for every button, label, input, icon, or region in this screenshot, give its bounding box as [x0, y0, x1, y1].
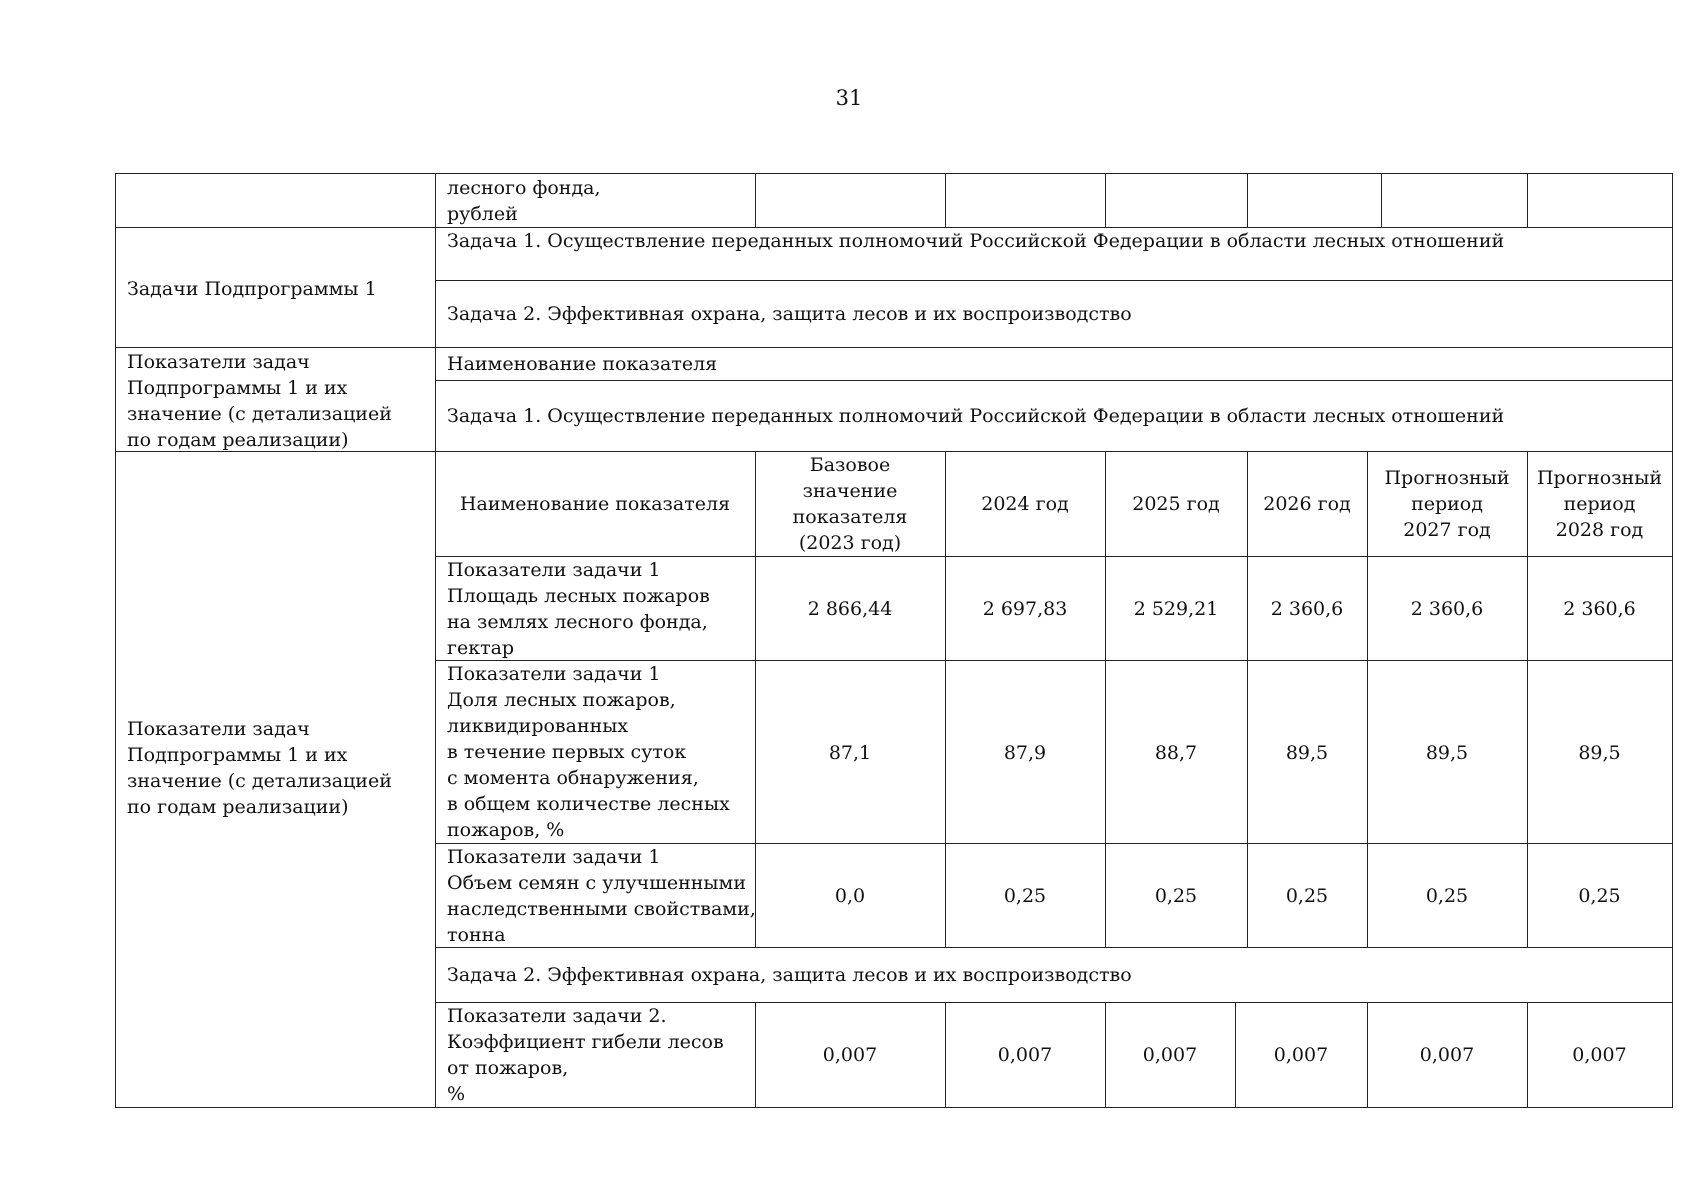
indicators-task2: Задача 2. Эффективная охрана, защита лесов и их воспроизводство [447, 964, 1132, 986]
tasks-label: Задачи Подпрограммы 1 [127, 278, 377, 300]
table-border-right [1672, 173, 1673, 1108]
table-row-3-value: 0,25 [1154, 885, 1198, 907]
tasks-task1: Задача 1. Осуществление переданных полномочий Российской Федерации в области лесных отношений [447, 230, 1505, 252]
table-row-4-value: 0,007 [1419, 1044, 1475, 1066]
table-row-1-value: 2 529,21 [1133, 598, 1219, 620]
table-row-2-value: 88,7 [1154, 742, 1198, 764]
table-row-4-value: 0,007 [1142, 1044, 1198, 1066]
column-header-2024: 2024 год [981, 493, 1069, 515]
tasks-task2: Задача 2. Эффективная охрана, защита лесов и их воспроизводство [447, 303, 1132, 325]
table-row-2-value: 87,1 [828, 742, 872, 764]
table-row-1-value: 2 360,6 [1270, 598, 1344, 620]
table-row-3-value: 0,25 [1285, 885, 1329, 907]
column-header-2026: 2026 год [1263, 493, 1351, 515]
table-row-3-value: 0,25 [1425, 885, 1469, 907]
table-row-2-value: 89,5 [1285, 742, 1329, 764]
table-row-4-value: 0,007 [1273, 1044, 1329, 1066]
table-row-2-value: 89,5 [1578, 742, 1621, 764]
table-row-1-value: 2 360,6 [1563, 598, 1636, 620]
table-row-4-value: 0,007 [997, 1044, 1053, 1066]
column-header-base-2023: Базовое значение показателя (2023 год) [792, 454, 908, 554]
table-border-top [115, 173, 1673, 174]
table-row-4-value: 0,007 [1572, 1044, 1627, 1066]
indicators-name-header: Наименование показателя [447, 353, 718, 375]
column-header-2025: 2025 год [1132, 493, 1220, 515]
table-row-1-value: 2 866,44 [807, 598, 893, 620]
table-row-4-name: Показатели задачи 2. Коэффициент гибели лесов от пожаров, % [447, 1005, 724, 1105]
indicators-header-label: Показатели задач Подпрограммы 1 и их значение (с детализацией по годам реализации) [127, 351, 392, 451]
column-header-name: Наименование показателя [459, 493, 731, 515]
table-row-1-name: Показатели задачи 1 Площадь лесных пожаров на землях лесного фонда, гектар [447, 559, 710, 659]
table-row-3-value: 0,25 [1003, 885, 1047, 907]
table-row-1-value: 2 360,6 [1410, 598, 1484, 620]
top-row-indicator-name: лесного фонда, рублей [447, 177, 601, 225]
column-header-2027: Прогнозный период 2027 год [1384, 467, 1510, 541]
table-row-1-value: 2 697,83 [982, 598, 1068, 620]
table-row-2-value: 87,9 [1003, 742, 1047, 764]
page-number: 31 [835, 86, 863, 110]
table-row-4-value: 0,007 [822, 1044, 878, 1066]
table-row-2-value: 89,5 [1425, 742, 1469, 764]
indicators-label: Показатели задач Подпрограммы 1 и их значение (с детализацией по годам реализации) [127, 718, 392, 818]
column-header-2028: Прогнозный период 2028 год [1536, 467, 1663, 541]
indicators-header-task1: Задача 1. Осуществление переданных полномочий Российской Федерации в области лесных отношений [447, 405, 1505, 427]
table-row-3-name: Показатели задачи 1 Объем семян с улучшенными наследственными свойствами, тонна [447, 846, 756, 946]
table-row-3-value: 0,25 [1578, 885, 1621, 907]
table-border-left [115, 173, 116, 1108]
table-row-3-value: 0,0 [834, 885, 866, 907]
table-border-bottom [115, 1107, 1673, 1108]
table-row-2-name: Показатели задачи 1 Доля лесных пожаров, ликвидированных в течение первых суток с момента обнаружения, в общем количестве лесных пожаров, % [447, 663, 730, 841]
